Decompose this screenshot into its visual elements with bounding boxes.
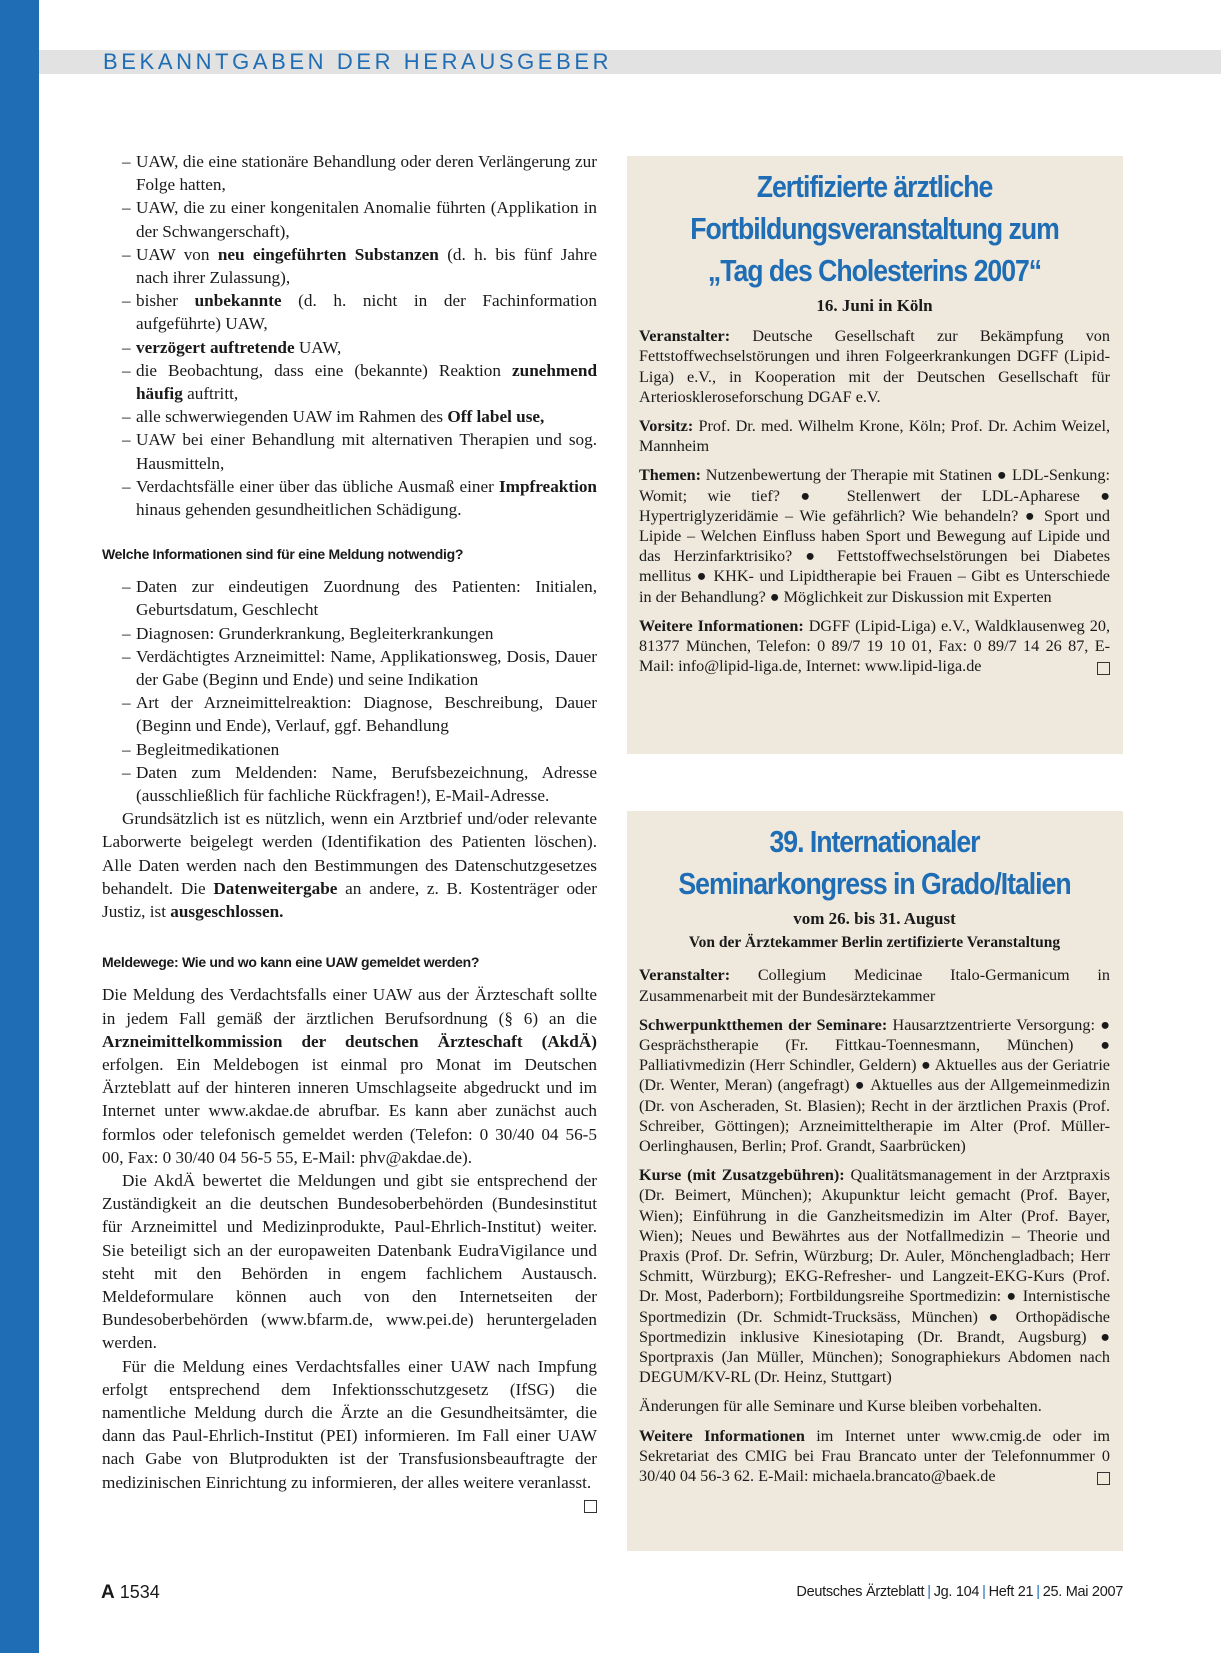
box1-title: Zertifizierte ärztliche Fortbildungsveranstaltung zum „Tag des Cholesterins 2007“ — [690, 169, 1059, 288]
required-info-item: – Verdächtigtes Arzneimittel: Name, Applikationsweg, Dosis, Dauer der Gabe (Beginn und Ende) und seine Indikation — [102, 645, 597, 691]
journal-name: Deutsches Ärzteblatt — [796, 1584, 925, 1600]
criteria-item: – verzögert auftretende UAW, — [102, 336, 597, 359]
box2-subtitle: Von der Ärztekammer Berlin zertifizierte Veranstaltung — [688, 934, 1061, 952]
box1-paragraph: Vorsitz: Prof. Dr. med. Wilhelm Krone, Köln; Prof. Dr. Achim Weizel, Mannheim — [639, 417, 1110, 456]
heading-required-info: Welche Informationen sind für eine Meldung notwendig? — [102, 546, 464, 563]
box1-date: 16. Juni in Köln — [816, 296, 933, 315]
criteria-item: – UAW, die zu einer kongenitalen Anomalie führten (Applikation in der Schwangerschaft), — [102, 196, 597, 242]
paragraph-vaccination: Für die Meldung eines Verdachtsfalles einer UAW nach Impfung erfolgt entsprechend dem Infektionsschutzgesetz (IfSG) die namentliche Meldung durch die Ärzte an die Gesundheitsämter, die dann das Paul-Ehrlich-Institut (PEI) informieren. Im Fall einer UAW nach Gabe von Blutprodukten ist der Transfusionsbeauftragte der medizinischen Einrichtung zu informieren, der alles weitere veranlasst. — [102, 1355, 597, 1494]
journal-date: 25. Mai 2007 — [1042, 1584, 1123, 1600]
box2-paragraph: Schwerpunktthemen der Seminare: Hausarztzentrierte Versorgung: ● Gesprächstherapie (Fr. Fittkau-Toennesmann, München) ● Palliativmedizin (Herr Schindler, Geldern) ● Aktuelles aus der Geriatrie (Dr. Wenter, Meran) (angefragt) ● Aktuelles aus der Allgemeinmedizin (Dr. von Ascheraden, St. Blasien); Recht in der ärztlichen Praxis (Prof. Schreiber, Göttingen); Arzneimitteltherapie im Alter (Prof. Müller-Oerlinghausen, Berlin; Prof. Grandt, Saarbrücken) — [639, 1015, 1110, 1156]
paragraph-benefits: Grundsätzlich ist es nützlich, wenn ein Arztbrief und/oder relevante Laborwerte beigelegt werden (Identifikation des Patienten löschen). Alle Daten werden nach den Bestimmungen des Datenschutzgesetzes behandelt. Die Datenweitergabe an andere, z. B. Kostenträger oder Justiz, ist ausgeschlossen. — [102, 809, 597, 922]
journal-volume: Jg. 104 — [933, 1584, 980, 1600]
required-info-list — [102, 575, 597, 807]
criteria-item: – UAW, die eine stationäre Behandlung oder deren Verlängerung zur Folge hatten, — [102, 150, 597, 196]
required-info-item: – Art der Arzneimittelreaktion: Diagnose, Beschreibung, Dauer (Beginn und Ende), Verlauf, ggf. Behandlung — [102, 691, 597, 737]
criteria-item: – UAW von neu eingeführten Substanzen (d. h. bis fünf Jahre nach ihrer Zulassung), — [102, 243, 597, 289]
heading-reporting-routes: Meldewege: Wie und wo kann eine UAW gemeldet werden? — [102, 954, 480, 971]
paragraph-akdae: Die AkdÄ bewertet die Meldungen und gibt sie entsprechend der Zuständigkeit an die deutschen Bundesoberbehörden (Bundesinstitut für Arzneimittel und Medizinprodukte, Paul-Ehrlich-Institut) weiter. Sie beteiligt sich an der europaweiten Datenbank EudraVigilance und steht mit den Behörden in engem fachlichem Austausch. Meldeformulare können auch von den Internetseiten der Bundesoberbehörden (www.bfarm.de, www.pei.de) heruntergeladen werden. — [102, 1170, 597, 1353]
box1-paragraph: Veranstalter: Deutsche Gesellschaft zur Bekämpfung von Fettstoffwechselstörungen und ihren Folgeerkrankungen DGFF (Lipid-Liga) e.V., in Kooperation mit der Deutschen Gesellschaft für Arterioskleroseforschung DGAF e.V. — [639, 327, 1110, 406]
side-color-bar — [0, 0, 39, 1653]
required-info-item: – Begleitmedikationen — [102, 738, 597, 761]
box2-paragraph: Veranstalter: Collegium Medicinae Italo-Germanicum in Zusammenarbeit mit der Bundesärztekammer — [639, 966, 1110, 1005]
box1-body — [639, 326, 1110, 676]
criteria-item: – alle schwerwiegenden UAW im Rahmen des Off label use, — [102, 405, 597, 428]
required-info-item: – Daten zur eindeutigen Zuordnung des Patienten: Initialen, Geburtsdatum, Geschlecht — [102, 575, 597, 621]
announcement-box-cholesterol — [627, 156, 1123, 754]
criteria-item: – bisher unbekannte (d. h. nicht in der Fachinformation aufgeführte) UAW, — [102, 289, 597, 335]
criteria-item: – Verdachtsfälle einer über das übliche Ausmaß einer Impfreaktion hinaus gehenden gesundheitlichen Schädigung. — [102, 475, 597, 521]
criteria-item: – die Beobachtung, dass eine (bekannte) Reaktion zunehmend häufig auftritt, — [102, 359, 597, 405]
box1-paragraph: Weitere Informationen: DGFF (Lipid-Liga) e.V., Waldklausenweg 20, 81377 München, Telefon: 0 89/7 19 10 01, Fax: 0 89/7 14 26 87, E-Mail: info@lipid-liga.de, Internet: www.lipid-liga.de — [639, 616, 1110, 676]
left-column — [102, 150, 597, 1513]
journal-issue: Heft 21 — [988, 1584, 1034, 1600]
box2-body — [639, 965, 1110, 1486]
section-title: BEKANNTGABEN DER HERAUSGEBER — [103, 49, 613, 74]
reporting-criteria-list — [102, 150, 597, 521]
box2-paragraph: Kurse (mit Zusatzgebühren): Qualitätsmanagement in der Arztpraxis (Dr. Beimert, München); Akupunktur leicht gemacht (Prof. Bayer, Wien); Einführung in die Ganzheitsmedizin im Alter (Prof. Bayer, Wien); Neues und Bewährtes aus der Notfallmedizin – Theorie und Praxis (Prof. Dr. Sefrin, Würzburg; Dr. Auler, Mönchengladbach; Herr Schmitt, Würzburg); EKG-Refresher- und Langzeit-EKG-Kurs (Prof. Dr. Most, Paderborn); Fortbildungsreihe Sportmedizin: ● Internistische Sportmedizin (Dr. Schmidt-Trucksäss, München) ● Orthopädische Sportmedizin inklusive Kinesiotaping (Dr. Brandt, Augsburg) ● Sportpraxis (Jan Müller, München); Sonographiekurs Abdomen nach DEGUM/KV-RL (Dr. Heinz, Stuttgart) — [639, 1166, 1110, 1387]
end-mark-icon — [584, 1500, 597, 1513]
end-mark-icon — [1097, 662, 1110, 675]
announcement-box-grado — [627, 811, 1123, 1551]
paragraph-reporting: Die Meldung des Verdachtsfalls einer UAW aus der Ärzteschaft sollte in jedem Fall gemäß der ärztlichen Berufsordnung (§ 6) an die Arzneimittelkommission der deutschen Ärzteschaft (AkdÄ) erfolgen. Ein Meldebogen ist einmal pro Monat im Deutschen Ärzteblatt auf der hinteren inneren Umschlagseite abgedruckt und im Internet unter www.akdae.de abrufbar. Es kann aber zunächst auch formlos oder telefonisch gemeldet werden (Telefon: 0 30/40 04 56-5 00, Fax: 0 30/40 04 56-5 55, E-Mail: phv@akdae.de). — [102, 985, 597, 1167]
box2-paragraph: Änderungen für alle Seminare und Kurse bleiben vorbehalten. — [639, 1397, 1042, 1416]
box2-title: 39. Internationaler Seminarkongress in Grado/Italien — [678, 824, 1071, 901]
end-mark-icon — [1097, 1472, 1110, 1485]
required-info-item: – Daten zum Meldenden: Name, Berufsbezeichnung, Adresse (ausschließlich für fachliche Rückfragen!), E-Mail-Adresse. — [102, 761, 597, 807]
box2-date: vom 26. bis 31. August — [793, 909, 956, 928]
page-number: A 1534 — [101, 1582, 160, 1603]
box2-paragraph: Weitere Informationen im Internet unter www.cmig.de oder im Sekretariat des CMIG bei Frau Brancato unter der Telefonnummer 0 30/40 04 56-3 62. E-Mail: michaela.brancato@baek.de — [639, 1426, 1110, 1486]
criteria-item: – UAW bei einer Behandlung mit alternativen Therapien und sog. Hausmitteln, — [102, 428, 597, 474]
box1-paragraph: Themen: Nutzenbewertung der Therapie mit Statinen ● LDL-Senkung: Womit; wie tief? ● Stellenwert der LDL-Apharese ● Hypertriglyzeridämie – Wie gefährlich? Wie behandeln? ● Sport und Lipide – Welchen Einfluss haben Sport und Bewegung auf Lipide und das Herzinfarktrisiko? ● Fettstoffwechselstörungen bei Diabetes mellitus ● KHK- und Lipidtherapie bei Frauen – Gibt es Unterschiede in der Behandlung? ● Möglichkeit zur Diskussion mit Experten — [639, 466, 1110, 606]
required-info-item: – Diagnosen: Grunderkrankung, Begleiterkrankungen — [102, 622, 597, 645]
journal-info: Deutsches Ärzteblatt | Jg. 104 | Heft 21 | 25. Mai 2007 — [796, 1584, 1123, 1600]
